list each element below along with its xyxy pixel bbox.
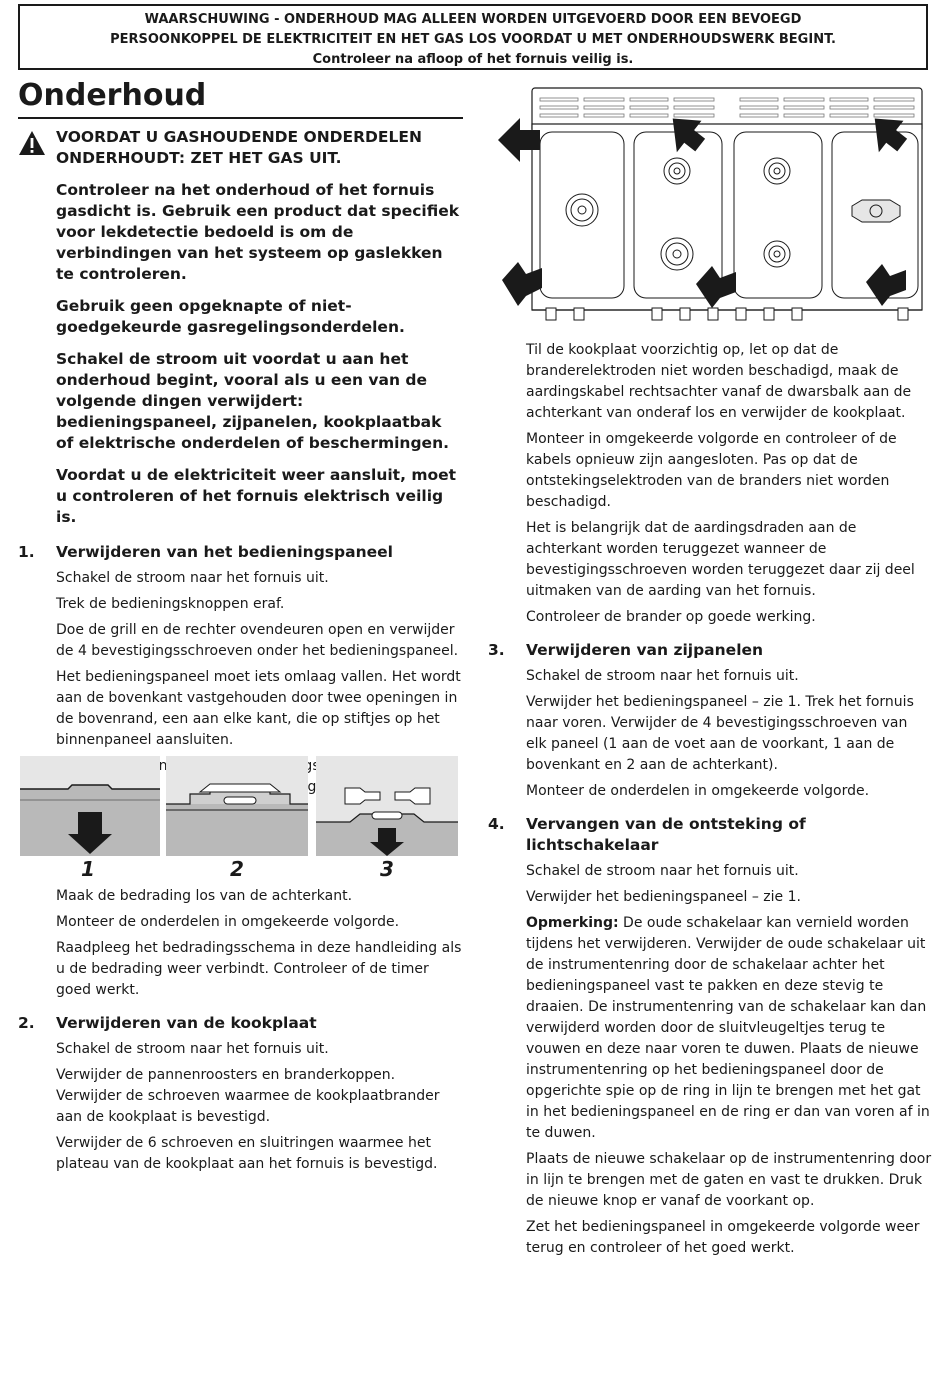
warning-line-2: PERSOONKOPPEL DE ELEKTRICITEIT EN HET GAS LOS VOORDAT U MET ONDERHOUDSWERK BEGINT. xyxy=(110,32,836,47)
s2-para-cont: Til de kookplaat voorzichtig op, let op dat de branderelektroden niet worden beschadigd, maak de aardingskabel rechtsachter vanaf de dwarsbalk aan de achterkant van onderaf los en verwijder de kookplaat. xyxy=(526,342,912,421)
control-panel-figure xyxy=(20,756,460,880)
section-3-number: 3. xyxy=(488,641,505,659)
s3-para: Monteer de onderdelen in omgekeerde volgorde. xyxy=(526,783,870,799)
section-3-heading xyxy=(488,640,932,661)
figure-label-3: 3 xyxy=(380,857,394,880)
section-2-title: Verwijderen van de kookplaat xyxy=(56,1014,317,1032)
figure-label-1: 1 xyxy=(81,857,95,880)
section-2-heading xyxy=(18,1013,462,1034)
s1-para: Doe de grill en de rechter ovendeuren open en verwijder de 4 bevestigingsschroeven onder het bedieningspaneel. xyxy=(56,622,459,659)
figure-step-2 xyxy=(166,756,308,856)
figure-label-2: 2 xyxy=(230,857,244,880)
section-4-title: Vervangen van de ontsteking of lichtschakelaar xyxy=(526,815,806,854)
s1-para: bedieningspaneel xyxy=(247,779,372,795)
section-4-number: 4. xyxy=(488,815,505,833)
s4-para-after: Zet het bedieningspaneel in omgekeerde volgorde weer terug en controleer of het goed werkt. xyxy=(526,1219,920,1256)
s3-para: Verwijder het bedieningspaneel – zie 1. Trek het fornuis naar voren. Verwijder de 4 bevestigingsschroeven van elk paneel (1 aan de voet aan de voorkant, 1 aan de bovenkant en 2 aan de achterkant). xyxy=(526,694,914,773)
section-4-heading xyxy=(488,814,932,856)
s4-para-after: Plaats de nieuwe schakelaar op de instrumentenring door in lijn te brengen met de gaten en vast te drukken. Druk de nieuwe knop er vanaf de voorkant op. xyxy=(526,1151,932,1209)
no-refurbished-parts: Gebruik geen opgeknapte of niet-goedgekeurde gasregelingsonderdelen. xyxy=(56,297,405,336)
note-label: Opmerking: xyxy=(526,915,619,931)
warning-line-1: WAARSCHUWING - ONDERHOUD MAG ALLEEN WORDEN UITGEVOERD DOOR EEN BEVOEGD xyxy=(144,12,802,27)
warning-line-3: Controleer na afloop of het fornuis veilig is. xyxy=(312,52,634,67)
s1-para-after: Maak de bedrading los van de achterkant. xyxy=(56,888,353,904)
s1-para: Trek de bedieningsknoppen eraf. xyxy=(56,596,285,612)
s4-para: Schakel de stroom naar het fornuis uit. xyxy=(526,863,799,879)
left-column-lower xyxy=(18,886,462,1180)
s2-para: Verwijder de pannenroosters en branderkoppen. Verwijder de schroeven waarmee de kookplaatbrander aan de kookplaat is bevestigd. xyxy=(56,1067,440,1125)
s3-para: Schakel de stroom naar het fornuis uit. xyxy=(526,668,799,684)
s1-para: Schakel de stroom naar het fornuis uit. xyxy=(56,570,329,586)
s2-para: Schakel de stroom naar het fornuis uit. xyxy=(56,1041,329,1057)
s4-para: Verwijder het bedieningspaneel – zie 1. xyxy=(526,889,801,905)
s2-para-cont: Controleer de brander op goede werking. xyxy=(526,609,816,625)
gas-warning: VOORDAT U GASHOUDENDE ONDERDELEN ONDERHOUDT: ZET HET GAS UIT. xyxy=(56,128,422,167)
s2-para-cont: Het is belangrijk dat de aardingsdraden aan de achterkant worden teruggezet wanneer de bevestigingsschroeven worden teruggezet daar zij deel uitmaken van de aarding van het fornuis. xyxy=(526,520,915,599)
s1-para-after: Raadpleeg het bedradingsschema in deze handleiding als u de bedrading weer verbindt. Controleer of de timer goed werkt. xyxy=(56,940,462,998)
leak-check: Controleer na het onderhoud of het fornuis gasdicht is. Gebruik een product dat specifiek voor lekdetectie bedoeld is om de verbindingen van het systeem op gaslekken te controleren. xyxy=(56,181,460,283)
s4-note xyxy=(526,913,932,1144)
power-off-notice: Schakel de stroom uit voordat u aan het onderhoud begint, vooral als u een van de volgende dingen verwijdert: bedieningspaneel, zijpanelen, kookplaatbak of elektrische onderdelen of beschermingen. xyxy=(56,350,449,452)
hob-figure xyxy=(496,84,928,330)
warning-box xyxy=(18,4,928,70)
s1-para: Het bedieningspaneel moet iets omlaag vallen. Het wordt aan de bovenkant vastgehouden door twee openingen in de bovenrand, een aan elke kant, die op stiftjes op het binnenpaneel aansluiten. xyxy=(56,669,461,748)
page-title: Onderhoud xyxy=(18,78,207,113)
section-3-title: Verwijderen van zijpanelen xyxy=(526,641,764,659)
figure-step-1 xyxy=(20,756,160,856)
reconnect-notice: Voordat u de elektriciteit weer aansluit, moet u controleren of het fornuis elektrisch veilig is. xyxy=(56,466,457,526)
s2-para-cont: Monteer in omgekeerde volgorde en controleer of de kabels opnieuw zijn aangesloten. Pas op dat de ontstekingselektroden van de branders niet worden beschadigd. xyxy=(526,431,897,510)
left-column xyxy=(18,127,462,803)
s1-para-after: Monteer de onderdelen in omgekeerde volgorde. xyxy=(56,914,400,930)
warning-triangle-icon xyxy=(18,130,46,156)
right-column xyxy=(488,340,932,1264)
figure-step-3 xyxy=(316,756,458,856)
note-text: De oude schakelaar kan vernield worden tijdens het verwijderen. Verwijder de oude schakelaar uit de instrumentenring door de schakelaar achter het bedieningspaneel vast te pakken en deze stevig te draaien. De instrumentenring van de schakelaar kan dan verwijderd worden door de sluitvleugeltjes terug te vouwen en deze naar voren te duwen. Plaats de nieuwe instrumentenring op het bedieningspaneel door de opgerichte spie op de ring in lijn te brengen met het gat in het bedieningspaneel en de ring er dan van voren af in te duwen. xyxy=(526,915,930,1141)
section-1-number: 1. xyxy=(18,543,35,561)
section-1-title: Verwijderen van het bedieningspaneel xyxy=(56,543,393,561)
section-1-heading xyxy=(18,542,462,563)
section-2-number: 2. xyxy=(18,1014,35,1032)
title-rule xyxy=(18,117,463,119)
s2-para: Verwijder de 6 schroeven en sluitringen waarmee het plateau van de kookplaat aan het fornuis is bevestigd. xyxy=(56,1135,438,1172)
